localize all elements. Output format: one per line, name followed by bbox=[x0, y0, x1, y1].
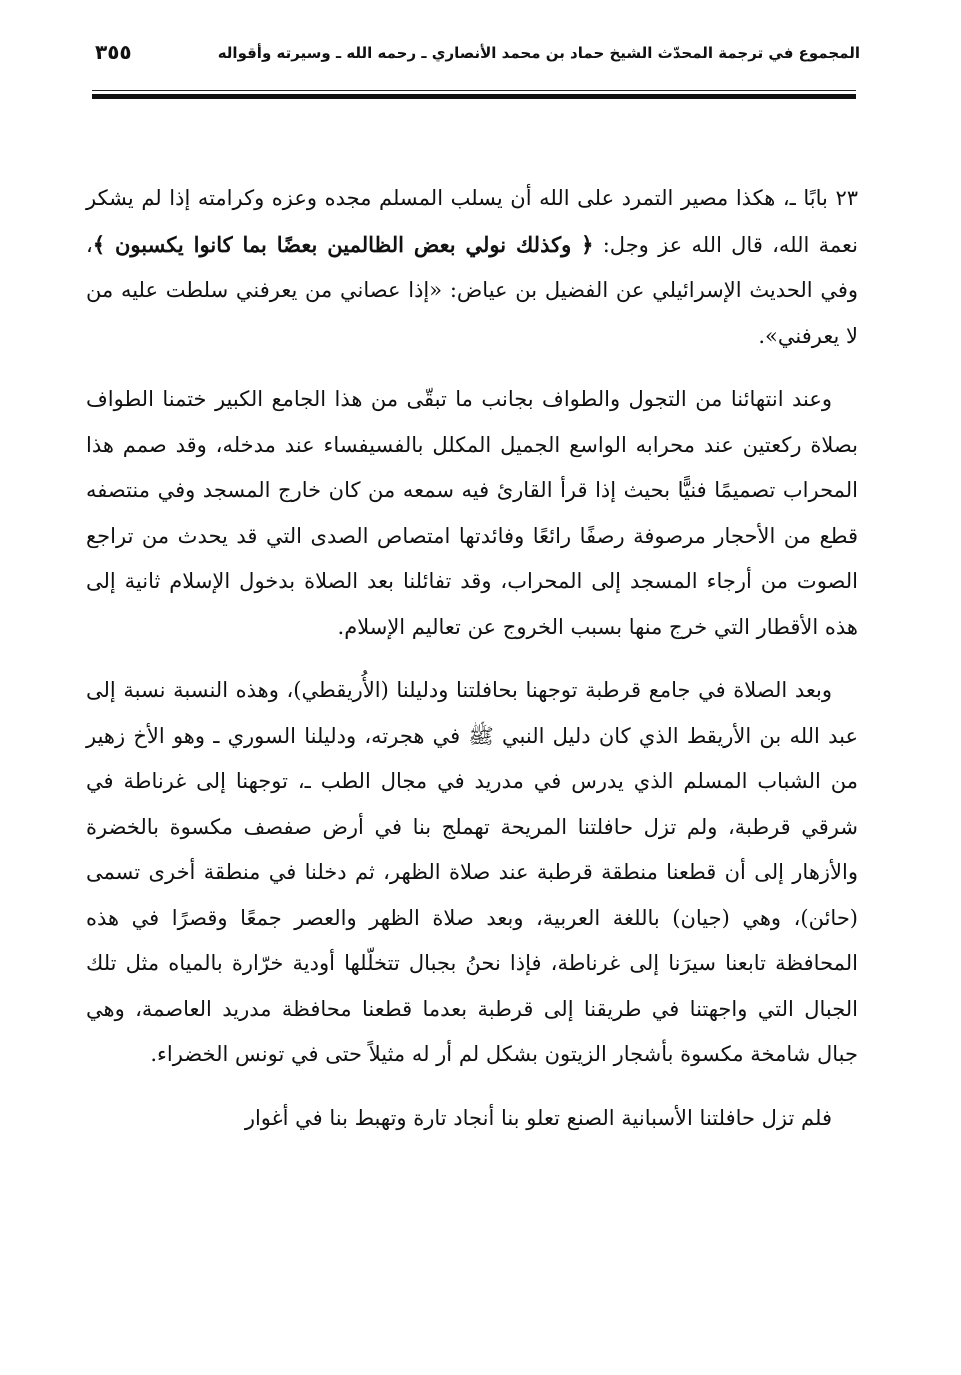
paragraph-2: وعند انتهائنا من التجول والطواف بجانب ما تبقّى من هذا الجامع الكبير ختمنا الطواف بصلاة ركعتين عند محرابه الواسع الجميل المكلل بالفسيفساء عند مدخله، وقد صمم هذا المحراب تصميمًا فنيًّا بحيث إذا قرأ القارئ فيه سمعه من كان خارج المسجد وفي منتصفه قطع من الأحجار مرصوفة رصفًا رائعًا وفائدتها امتصاص الصدى التي قد يحدث من تراجع الصوت من أرجاء المسجد إلى المحراب، وقد تفائلنا بعد الصلاة بدخول الإسلام ثانية إلى هذه الأقطار التي خرج منها بسبب الخروج عن تعاليم الإسلام. bbox=[86, 387, 858, 639]
body-text bbox=[86, 176, 858, 1159]
paragraph-4: فلم تزل حافلتنا الأسبانية الصنع تعلو بنا أنجاد تارة وتهبط بنا في أغوار bbox=[244, 1105, 832, 1130]
paragraph-1-hadith: ، وفي الحديث الإسرائيلي عن الفضيل بن عياض: «إذا عصاني من يعرفني سلطت عليه من لا يعرفني». bbox=[86, 232, 858, 348]
header-title: المجموع في ترجمة المحدّث الشيخ حماد بن محمد الأنصاري ـ رحمه الله ـ وسيرته وأقواله bbox=[217, 44, 860, 62]
page-number: ٣٥٥ bbox=[95, 40, 132, 64]
quran-quote: ﴿ وكذلك نولي بعض الظالمين بعضًا بما كانوا يكسبون ﴾ bbox=[92, 231, 594, 257]
running-header bbox=[95, 38, 860, 78]
header-divider-thin bbox=[92, 90, 856, 91]
paragraph-3: وبعد الصلاة في جامع قرطبة توجهنا بحافلتنا ودليلنا (الأُريقطي)، وهذه النسبة نسبة إلى عبد الله بن الأريقط الذي كان دليل النبي ﷺ في هجرته، ودليلنا السوري ـ وهو الأخ زهير من الشباب المسلم الذي يدرس في مدريد في مجال الطب ـ، توجهنا إلى غرناطة في شرقي قرطبة، ولم تزل حافلتنا المريحة تهملج بنا في أرض صفصف مكسوة بالخضرة والأزهار إلى أن قطعنا منطقة قرطبة عند صلاة الظهر، ثم دخلنا في منطقة أخرى تسمى (حائن)، وهي (جيان) باللغة العربية، وبعد صلاة الظهر والعصر جمعًا وقصرًا في هذه المحافظة تابعنا سيرَنا إلى غرناطة، فإذا نحنُ بجبال تتخلّلها أودية خرّارة بالمياه مثل تلك الجبال التي واجهتنا في طريقنا إلى قرطبة بعدما قطعنا محافظة مدريد العاصمة، وهي جبال شامخة مكسوة بأشجار الزيتون بشكل لم أر له مثيلاً حتى في تونس الخضراء. bbox=[86, 678, 859, 1066]
paragraph-1-intro: ٢٣ بابًا ـ، هكذا مصير التمرد على الله أن يسلب المسلم مجده وعزه وكرامته إذا لم يشكر نعمة الله، قال الله عز وجل: bbox=[86, 186, 858, 257]
paragraph-1 bbox=[86, 176, 858, 359]
header-divider-thick bbox=[92, 94, 856, 99]
